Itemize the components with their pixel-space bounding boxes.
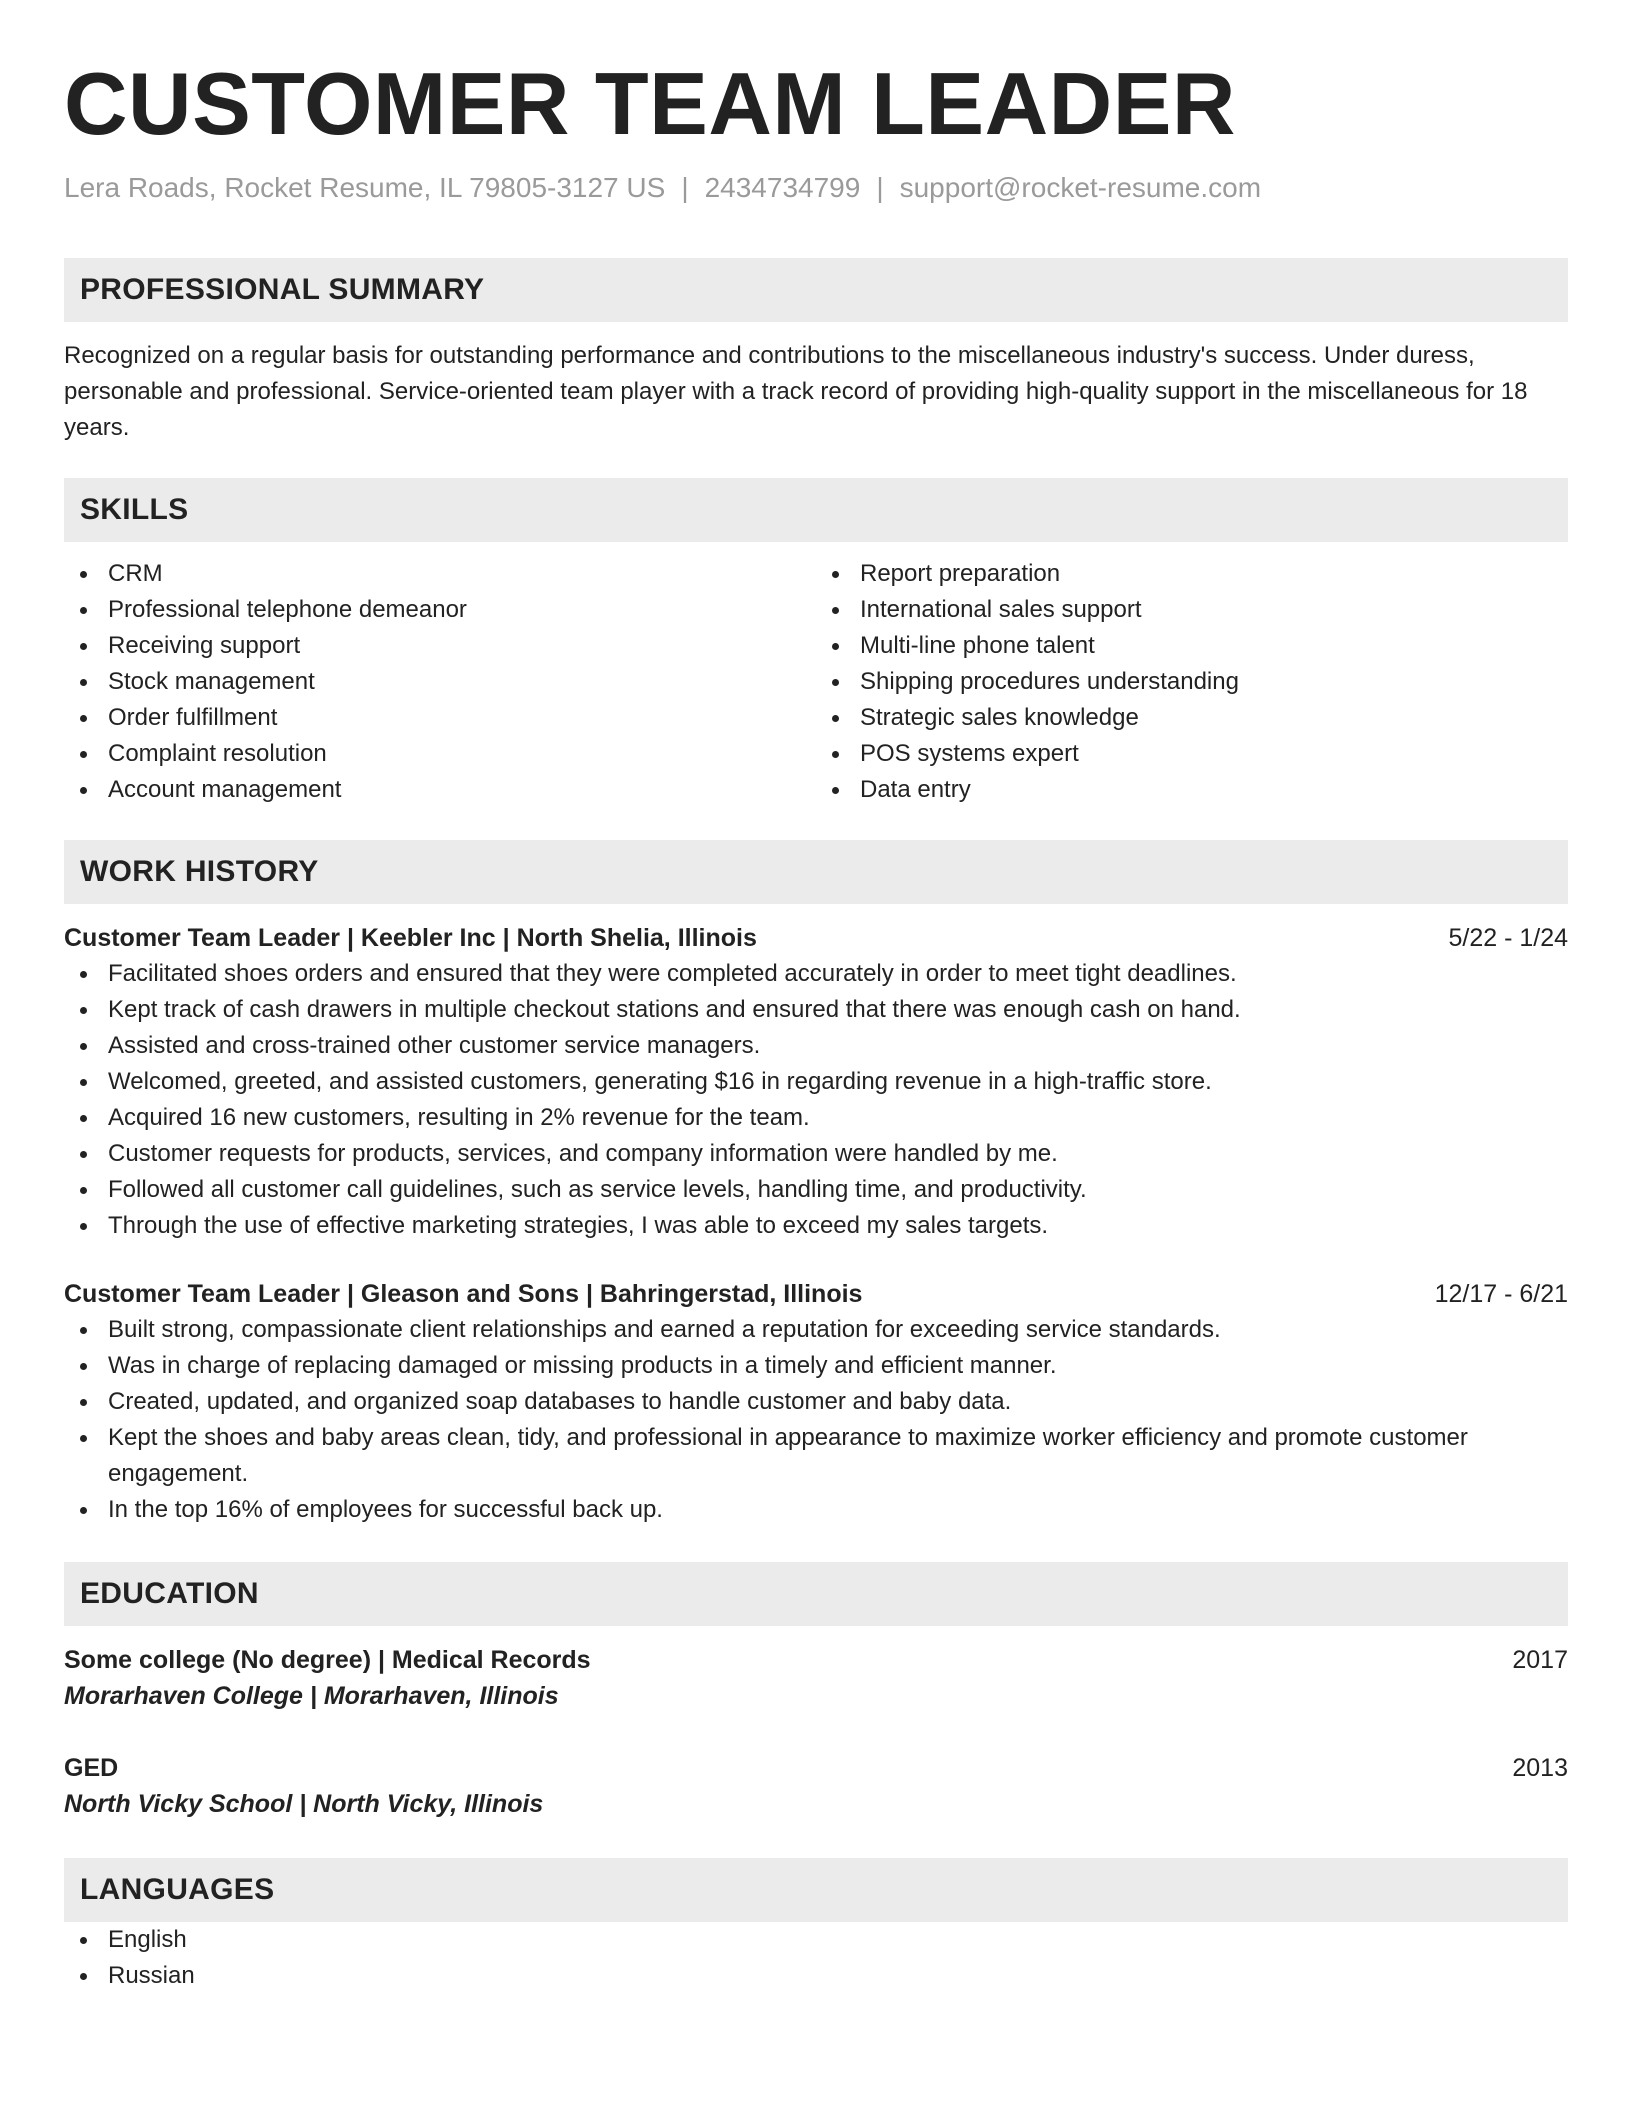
education-degree: GED [64, 1754, 119, 1782]
skill-item: Shipping procedures understanding [816, 664, 1568, 700]
job-bullet: Assisted and cross-trained other customer service managers. [64, 1028, 1568, 1064]
job-bullet: Kept the shoes and baby areas clean, tidy, and professional in appearance to maximize worker efficiency and promote customer engagement. [64, 1420, 1568, 1492]
job-bullet: Through the use of effective marketing strategies, I was able to exceed my sales targets. [64, 1208, 1568, 1244]
language-item: English [64, 1922, 1568, 1958]
skill-item: International sales support [816, 592, 1568, 628]
contact-separator: | [681, 172, 689, 203]
skills-grid [64, 556, 1568, 808]
job-dates: 12/17 - 6/21 [1434, 1280, 1568, 1308]
skill-item: Complaint resolution [64, 736, 816, 772]
language-item: Russian [64, 1958, 1568, 1994]
skill-item: Order fulfillment [64, 700, 816, 736]
skill-item: Multi-line phone talent [816, 628, 1568, 664]
education-degree: Some college (No degree) | Medical Records [64, 1646, 591, 1674]
resume-name: CUSTOMER TEAM LEADER [64, 54, 1236, 153]
section-header-education: EDUCATION [64, 1562, 1568, 1626]
education-heading-row [64, 1750, 1568, 1786]
job-bullet: Followed all customer call guidelines, such as service levels, handling time, and productivity. [64, 1172, 1568, 1208]
skills-column-right [816, 556, 1568, 808]
job-bullet: Acquired 16 new customers, resulting in 2% revenue for the team. [64, 1100, 1568, 1136]
contact-phone: 2434734799 [704, 172, 861, 203]
education-school: Morarhaven College | Morarhaven, Illinois [64, 1682, 559, 1710]
education-year: 2017 [1512, 1646, 1568, 1674]
skill-item: Data entry [816, 772, 1568, 808]
job-bullet: Welcomed, greeted, and assisted customers, generating $16 in regarding revenue in a high-traffic store. [64, 1064, 1568, 1100]
contact-separator: | [876, 172, 884, 203]
skill-item: Receiving support [64, 628, 816, 664]
skill-item: Stock management [64, 664, 816, 700]
job-bullet-list [64, 956, 1568, 1244]
skill-item: Strategic sales knowledge [816, 700, 1568, 736]
job-bullet: Customer requests for products, services, and company information were handled by me. [64, 1136, 1568, 1172]
skill-item: Report preparation [816, 556, 1568, 592]
education-year: 2013 [1512, 1754, 1568, 1782]
contact-line [64, 170, 1568, 206]
job-bullet-list [64, 1312, 1568, 1528]
job-bullet: Kept track of cash drawers in multiple checkout stations and ensured that there was enough cash on hand. [64, 992, 1568, 1028]
education-heading-row [64, 1642, 1568, 1678]
job-bullet: Built strong, compassionate client relationships and earned a reputation for exceeding service standards. [64, 1312, 1568, 1348]
skill-item: Account management [64, 772, 816, 808]
section-header-summary: PROFESSIONAL SUMMARY [64, 258, 1568, 322]
section-header-work-history: WORK HISTORY [64, 840, 1568, 904]
skill-item: CRM [64, 556, 816, 592]
language-list [64, 1922, 1568, 1994]
summary-text: Recognized on a regular basis for outstanding performance and contributions to the miscellaneous industry's success. Under duress, personable and professional. Service-oriented team player with a track record of providing high-quality support in the miscellaneous for 18 years. [64, 342, 1528, 441]
contact-address: Lera Roads, Rocket Resume, IL 79805-3127 US [64, 172, 666, 203]
job-title: Customer Team Leader | Keebler Inc | North Shelia, Illinois [64, 924, 757, 952]
section-header-skills: SKILLS [64, 478, 1568, 542]
job-heading-row [64, 920, 1568, 956]
job-bullet: Facilitated shoes orders and ensured that they were completed accurately in order to meet tight deadlines. [64, 956, 1568, 992]
job-dates: 5/22 - 1/24 [1448, 924, 1568, 952]
job-bullet: Was in charge of replacing damaged or missing products in a timely and efficient manner. [64, 1348, 1568, 1384]
contact-email: support@rocket-resume.com [899, 172, 1262, 203]
job-bullet: Created, updated, and organized soap databases to handle customer and baby data. [64, 1384, 1568, 1420]
skill-item: Professional telephone demeanor [64, 592, 816, 628]
section-header-languages: LANGUAGES [64, 1858, 1568, 1922]
job-title: Customer Team Leader | Gleason and Sons | Bahringerstad, Illinois [64, 1280, 863, 1308]
skills-column-left [64, 556, 816, 808]
skill-item: POS systems expert [816, 736, 1568, 772]
job-heading-row [64, 1276, 1568, 1312]
education-school: North Vicky School | North Vicky, Illinois [64, 1790, 544, 1818]
job-bullet: In the top 16% of employees for successful back up. [64, 1492, 1568, 1528]
